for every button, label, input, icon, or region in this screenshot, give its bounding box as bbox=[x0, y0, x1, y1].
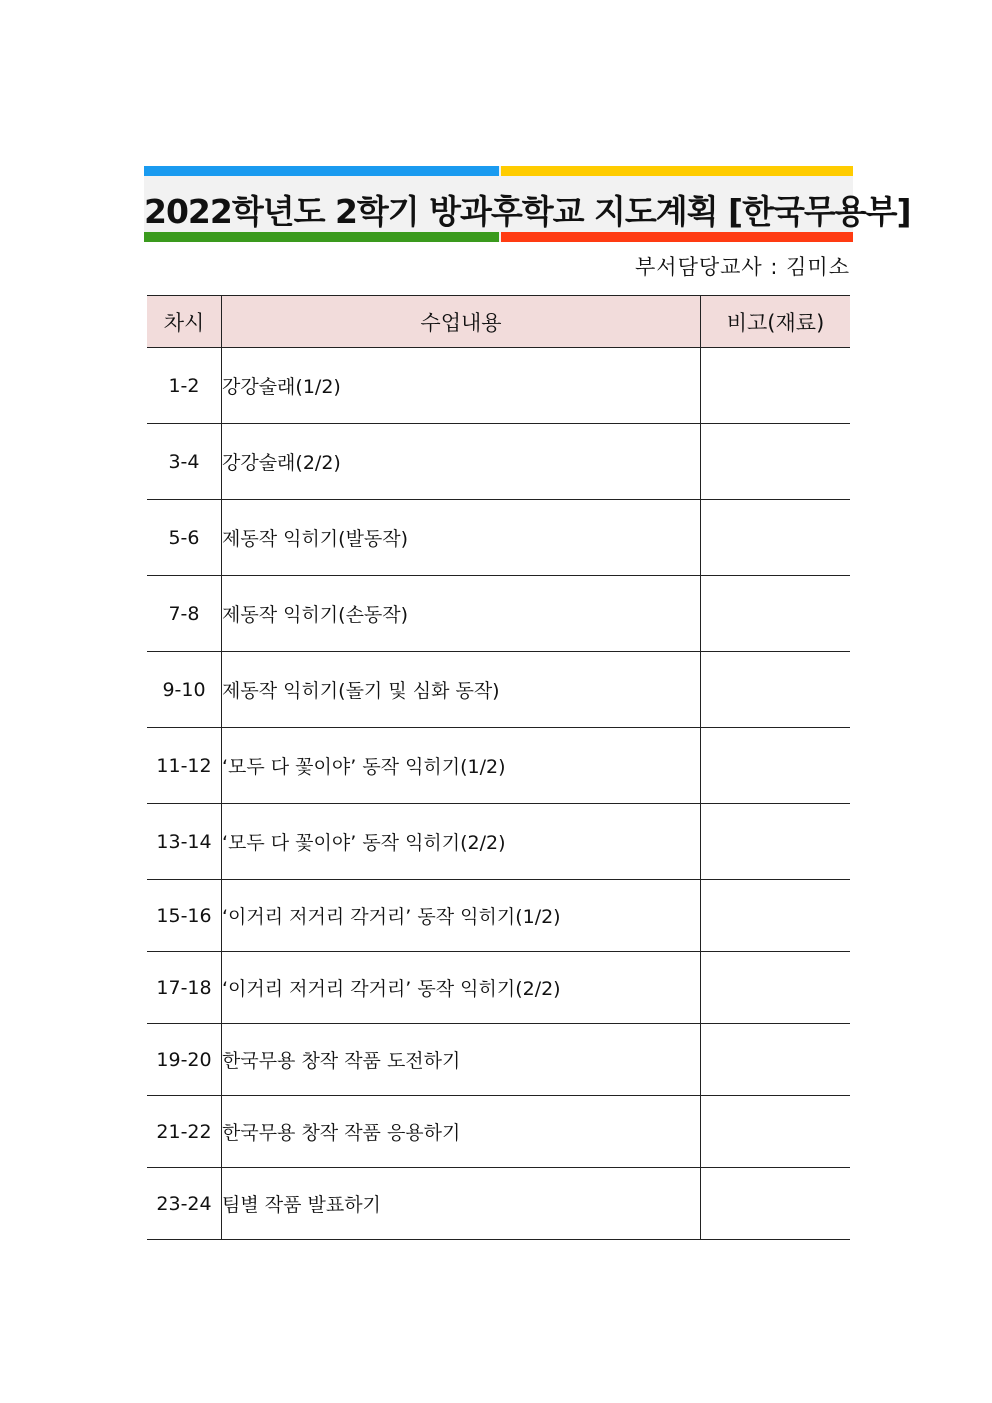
session-cell: 5-6 bbox=[147, 500, 222, 576]
content-cell: 강강술래(1/2) bbox=[222, 348, 701, 424]
lesson-plan-table bbox=[147, 295, 850, 1240]
note-cell bbox=[701, 348, 851, 424]
table-row bbox=[147, 500, 850, 576]
header-note: 비고(재료) bbox=[701, 296, 851, 348]
table-row bbox=[147, 348, 850, 424]
note-cell bbox=[701, 500, 851, 576]
content-cell: 한국무용 창작 작품 도전하기 bbox=[222, 1024, 701, 1096]
table-header-row bbox=[147, 296, 850, 348]
note-cell bbox=[701, 424, 851, 500]
table-row bbox=[147, 880, 850, 952]
table-row bbox=[147, 1096, 850, 1168]
title-bar-bottom-left bbox=[144, 232, 499, 242]
content-cell: 강강술래(2/2) bbox=[222, 424, 701, 500]
page-title: 2022학년도 2학기 방과후학교 지도계획 [한국무용부] bbox=[144, 192, 911, 231]
table-row bbox=[147, 576, 850, 652]
title-banner bbox=[144, 166, 911, 242]
table-row bbox=[147, 1024, 850, 1096]
table-row bbox=[147, 804, 850, 880]
session-cell: 9-10 bbox=[147, 652, 222, 728]
session-cell: 1-2 bbox=[147, 348, 222, 424]
session-cell: 13-14 bbox=[147, 804, 222, 880]
note-cell bbox=[701, 804, 851, 880]
content-cell: 제동작 익히기(손동작) bbox=[222, 576, 701, 652]
session-cell: 11-12 bbox=[147, 728, 222, 804]
content-cell: 제동작 익히기(발동작) bbox=[222, 500, 701, 576]
title-bar-top-right bbox=[501, 166, 853, 176]
note-cell bbox=[701, 728, 851, 804]
table-row bbox=[147, 652, 850, 728]
note-cell bbox=[701, 1024, 851, 1096]
content-cell: ‘이거리 저거리 각거리’ 동작 익히기(1/2) bbox=[222, 880, 701, 952]
content-cell: ‘모두 다 꽃이야’ 동작 익히기(1/2) bbox=[222, 728, 701, 804]
content-cell: ‘모두 다 꽃이야’ 동작 익히기(2/2) bbox=[222, 804, 701, 880]
note-cell bbox=[701, 576, 851, 652]
table-row bbox=[147, 952, 850, 1024]
table-row bbox=[147, 424, 850, 500]
table-row bbox=[147, 728, 850, 804]
content-cell: 제동작 익히기(돌기 및 심화 동작) bbox=[222, 652, 701, 728]
content-cell: 팀별 작품 발표하기 bbox=[222, 1168, 701, 1240]
note-cell bbox=[701, 880, 851, 952]
header-session: 차시 bbox=[147, 296, 222, 348]
title-bar-top-left bbox=[144, 166, 499, 176]
session-cell: 21-22 bbox=[147, 1096, 222, 1168]
note-cell bbox=[701, 1096, 851, 1168]
table-row bbox=[147, 1168, 850, 1240]
teacher-label: 부서담당교사 : 김미소 bbox=[635, 255, 850, 279]
session-cell: 19-20 bbox=[147, 1024, 222, 1096]
session-cell: 7-8 bbox=[147, 576, 222, 652]
session-cell: 3-4 bbox=[147, 424, 222, 500]
header-content: 수업내용 bbox=[222, 296, 701, 348]
note-cell bbox=[701, 652, 851, 728]
note-cell bbox=[701, 1168, 851, 1240]
session-cell: 15-16 bbox=[147, 880, 222, 952]
content-cell: 한국무용 창작 작품 응용하기 bbox=[222, 1096, 701, 1168]
content-cell: ‘이거리 저거리 각거리’ 동작 익히기(2/2) bbox=[222, 952, 701, 1024]
title-bar-bottom-right bbox=[501, 232, 853, 242]
session-cell: 17-18 bbox=[147, 952, 222, 1024]
note-cell bbox=[701, 952, 851, 1024]
session-cell: 23-24 bbox=[147, 1168, 222, 1240]
